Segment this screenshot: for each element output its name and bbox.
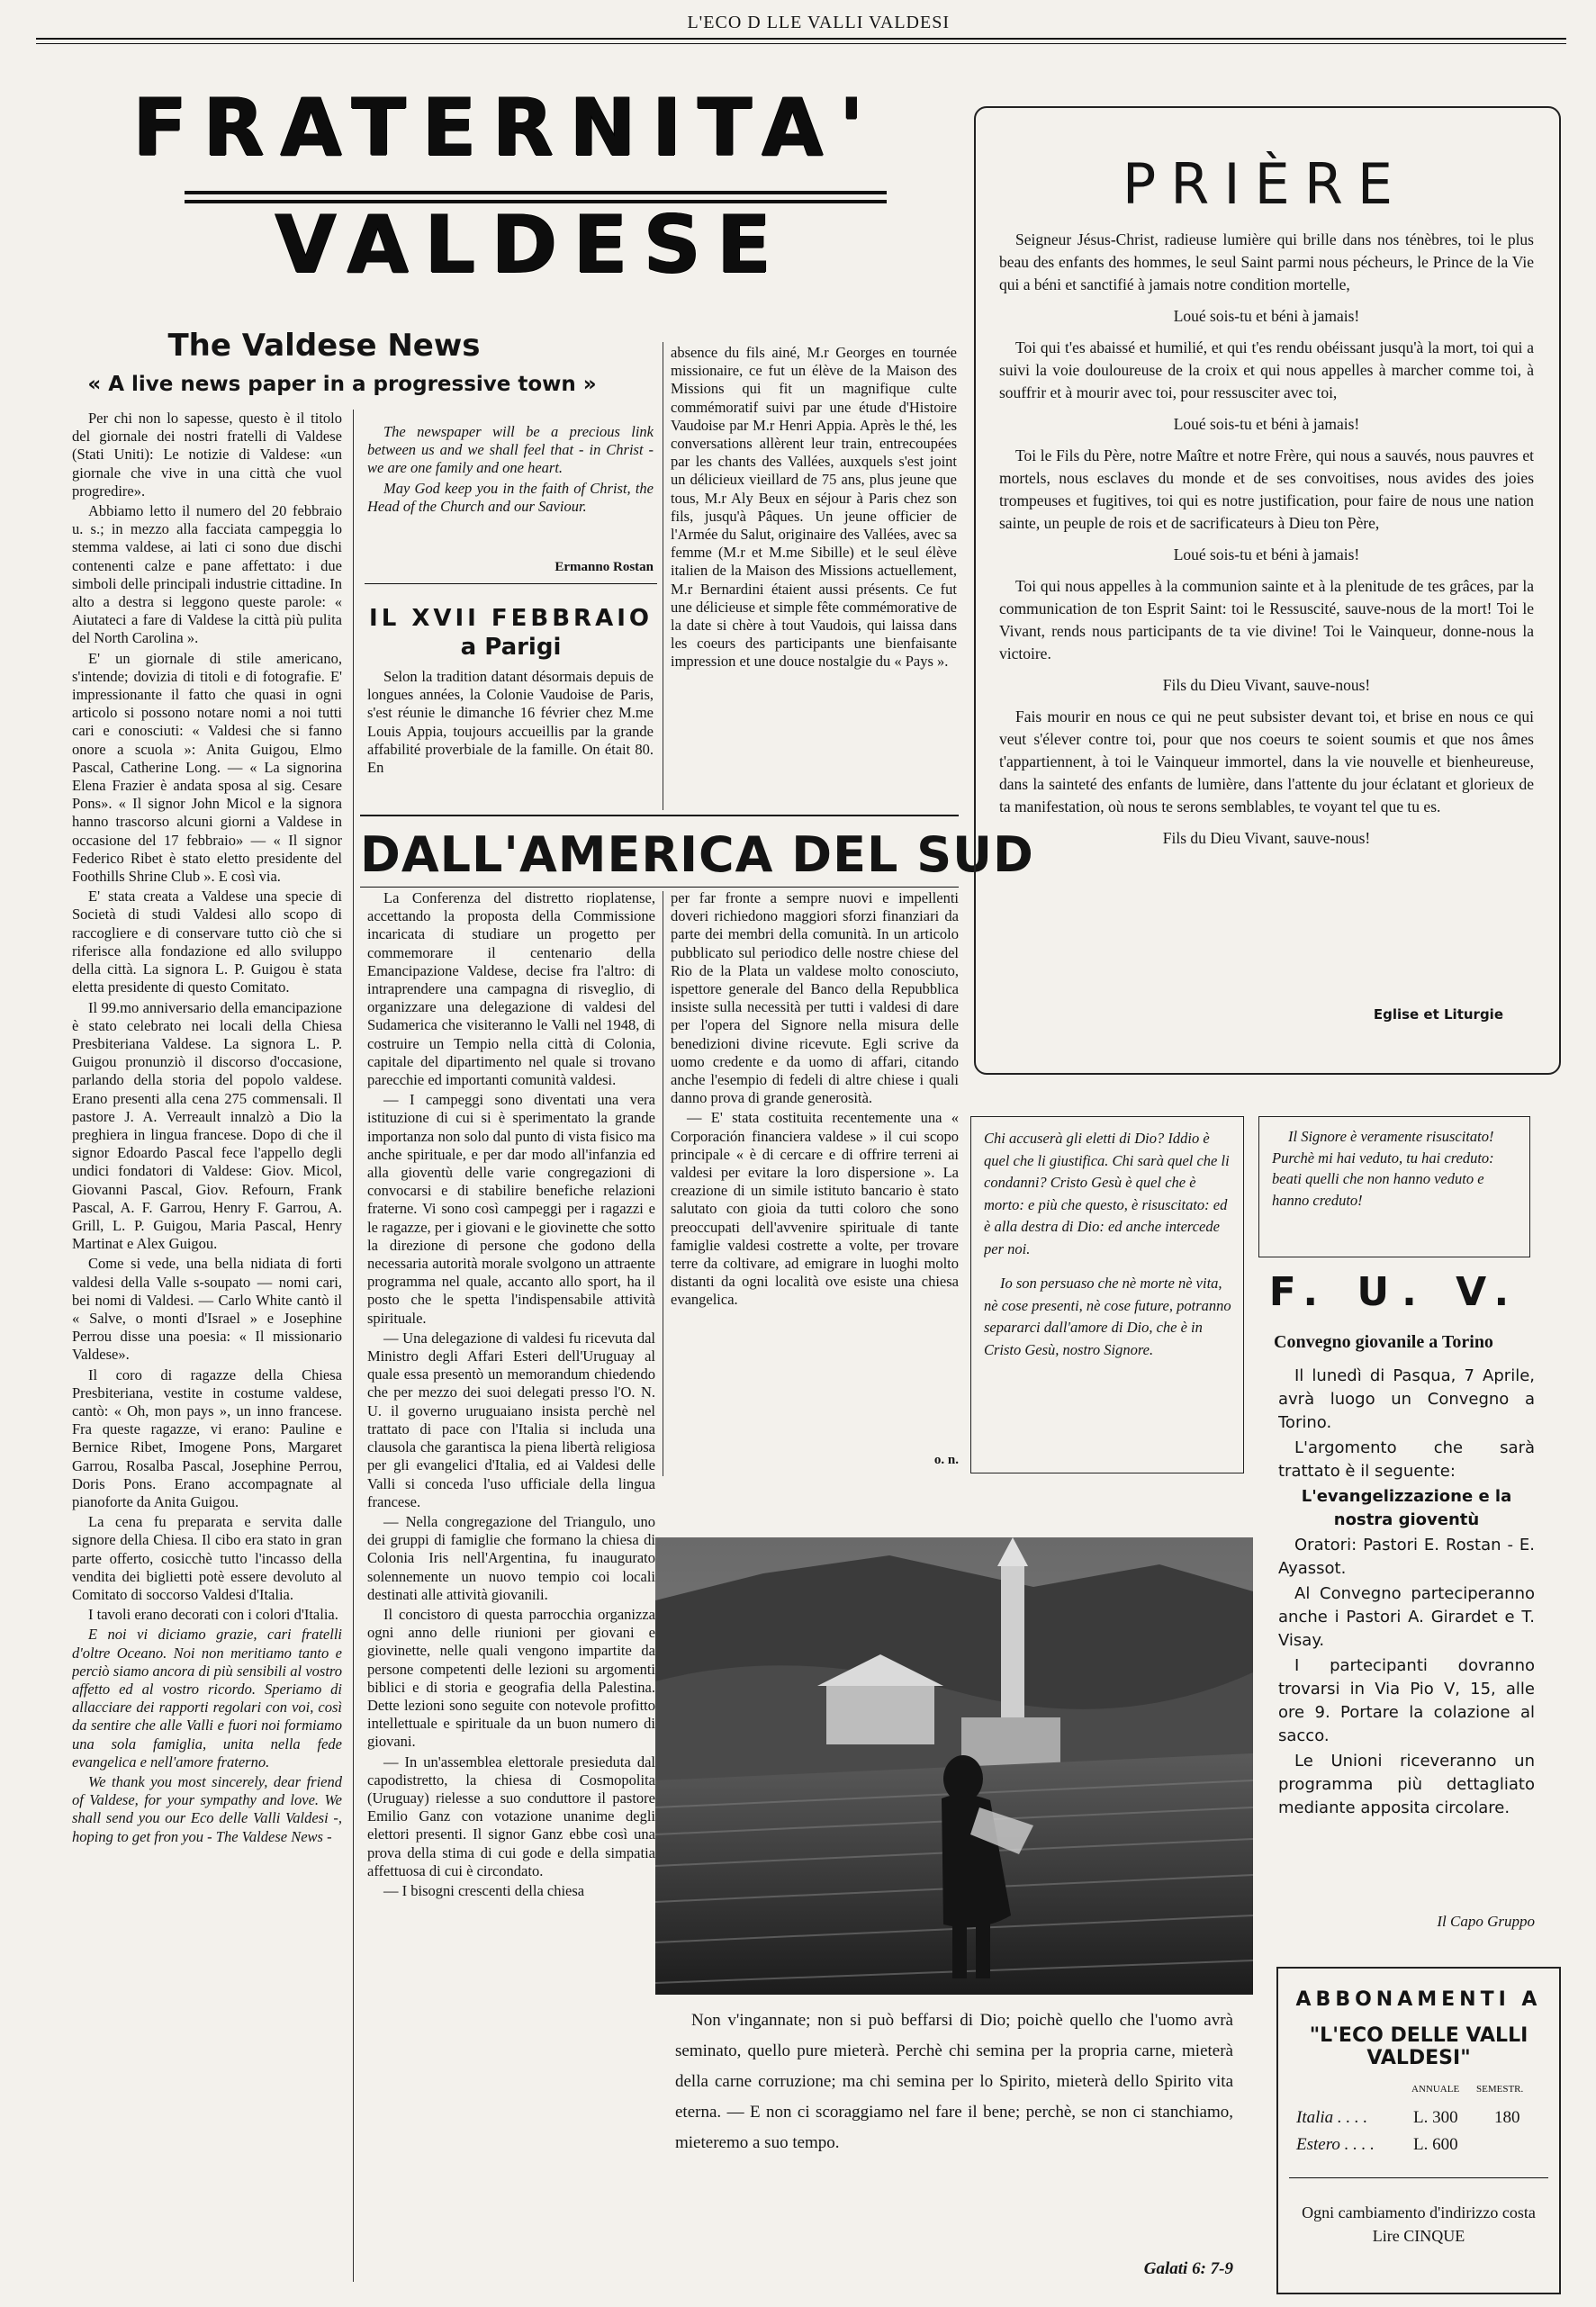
priere-text [999,229,1534,1021]
romans-paragraph: Io son persuaso che nè morte nè vita, nè cose presenti, nè cose future, potranno separarci dall'amore di Dio, che è in Cristo Gesù, nostro Signore. [984,1275,1231,1358]
abbonamenti-header-annuale: ANNUALE [1411,2084,1460,2095]
valdese-news-paragraph: E noi vi diciamo grazie, cari fratelli d'oltre Oceano. Noi non meritiamo tanto e perciò siamo ancora di più sensibili al vostro affetto ed al vostro ricordo. Speriamo di allacciare dei rapporti regolari con voi, così da sentire che alle Valli e fuori noi formiamo una sola famiglia, unita nella fede evangelica e nell'amore fraterno. [72,1626,342,1771]
valdese-news-paragraph: E' stata creata a Valdese una specie di Società di studi Valdesi allo scopo di raccogliere e di conservare tutto ciò che si riferisce alla fondazione ed allo sviluppo della città. La signora L. P. Guigou è stata eletta presidente di questo Comitato. [72,888,342,996]
america-paragraph: — I campeggi sono diventati una vera istituzione di cui si è sperimentato la grande importanza non solo dal punto di vista fisico ma anche spirituale, e per dar modo all'infanzia ed alla gioventù delle varie congregazioni di convocarsi e di stabilire benefiche relazioni fraterne. Vi sono così campeggi per i ragazzi e le ragazze, per i giovani e le giovinette che sotto la direzione di persone che godono della necessaria autorità morale svolgono un attraente programma nel quale, accanto allo sport, ha il posto che le spetta l'indispensabile attività spirituale. [367,1091,655,1327]
valdese-news-paragraph: Il 99.mo anniversario della emancipazione è stato celebrato nei locali della Chiesa Presbiteriana Valdese. La signora L. P. Guigou pronunziò il discorso d'occasione, parlando della storia del popolo valdese. Erano presenti alla cena 275 commensali. Il pastore J. A. Verreault innalzò a Dio la preghiera in lingua francese. Dopo di che il signor Edoardo Pascal fece l'appello degli undici fondatori di Valdese: Giov. Micol, Giovanni Pascal, Giov. Refourn, Frank Pascal, A. F. Garrou, Henry F. Garrou, A. Grill, L. P. Guigou, Maria Pascal, Henry Martinat e Alex Guigou. [72,998,342,1253]
parigi-title-line1: IL XVII FEBBRAIO [369,605,653,632]
fuv-paragraph: Oratori: Pastori E. Rostan - E. Ayassot. [1278,1536,1535,1578]
valdese-news-column [72,410,342,2291]
fuv-paragraph: L'argomento che sarà trattato è il seguente: [1278,1438,1535,1481]
parigi-text-right [671,344,957,807]
masthead-rule-1 [185,191,887,194]
galati-paragraph: Non v'ingannate; non si può beffarsi di Dio; poichè quello che l'uomo avrà seminato, quello pure mieterà. Perchè chi semina per la propria carne, mieterà della carne corruzione; ma chi semina per lo Spirito, mieterà dello Spirito vita eterna. — E non ci scoraggiamo nel fare il bene; perchè, se non ci stanchiamo, mieteremo a suo tempo. [675,2011,1233,2152]
parigi-title-line2: a Parigi [460,634,562,661]
abbonamenti-box [1276,1967,1561,2294]
fuv-topic: L'evangelizzazione e la nostra gioventù [1301,1487,1512,1529]
photo-farmer-field [655,1537,1253,1995]
abbonamenti-paper: "L'ECO DELLE VALLI VALDESI" [1309,2024,1528,2069]
abbonamenti-row1-label: Italia . . . . [1296,2108,1368,2127]
galati-ref: Galati 6: 7-9 [1143,2259,1233,2278]
america-paragraph: per far fronte a sempre nuovi e impellenti doveri richiedono maggiori sforzi finanziari da parte dei membri della comunità. In un articolo pubblicato sul periodico delle nostre chiese del Rio de la Plata un valdese molto conosciuto, ispettore generale del Banco della Repubblica insiste sulla necessità per tutti i valdesi di dare per l'opera del Signore nella misura delle benedizioni divine ricevute. Egli scrive da uomo credente e da uomo di affari, citando anche l'esempio di fedeli di altre chiese i quali danno prova di grande generosità. [671,889,959,1107]
priere-source: Eglise et Liturgie [1373,1006,1503,1023]
rule [360,887,959,888]
masthead-line1: FRATERNITA' [132,81,880,174]
america-paragraph: — Una delegazione di valdesi fu ricevuta dal Ministro degli Affari Esteri dell'Uruguay al quale essa presentò un memorandum chiedendo che per mezzo dei suoi delegati presso l'O. N. U. il governo uruguaiano insista perchè nel trattato di pace con l'Italia si includa una clausola che garantisca la piena libertà religiosa per gli evangelici d'Italia, ed ai Valdesi delle Valli si conceda l'uso ufficiale della lingua francese. [367,1329,655,1510]
top-rule-thin [36,43,1566,44]
america-column-2 [671,889,959,1465]
pietro-box [1258,1116,1530,1257]
pietro-text [1272,1126,1517,1248]
valdese-news-paragraph: La cena fu preparata e servita dalle signore della Chiesa. Il cibo era stato in gran parte offerto, cosicchè tutto l'incasso della vendita dei biglietti potè essere devoluto al Comitato di soccorso Valdesi d'Italia. [72,1513,342,1603]
abbonamenti-row2-label: Estero . . . . [1296,2135,1375,2154]
america-paragraph: — E' stata costituita recentemente una « Corporación financiera valdese » il cui scopo principale « è di cercare e di offrire terreni ai valdesi per evitare la loro dispersione ». La creazione di un simile istituto bancario è stato salutato con gioia da tutti coloro che sono preoccupati dell'avvenire spirituale di tante famiglie valdesi costrette a volte, per trovare terre da coltivare, ad emigrare in luoghi molto distanti da ogni località ove esiste una chiesa evangelica. [671,1109,959,1309]
valdese-news-subtitle: « A live news paper in a progressive town » [87,373,597,396]
america-column-1 [367,889,655,2293]
priere-refrain: Fils du Dieu Vivant, sauve-nous! [1162,829,1371,847]
valdese-news-paragraph: E' un giornale di stile americano, s'intende; dovizia di titoli e di fotografie. E' impressionante il fatto che quasi in ogni articolo si possono notare nomi a noi tutti cari e conosciuti: « Valdesi che si fanno onore a scuola »: Anita Guigou, Elmo Pascal, Catherine Long. — « La signorina Elena Frazier è andata sposa al sig. Cesare Pons». « Il signor John Micol e la signora hanno trascorso alcuni giorni a Valdese in occasione del 17 febbraio» — « Il signor Federico Ribet è stato eletto presidente del Foothills Shrine Club ». E così via. [72,649,342,886]
abbonamenti-note: Ogni cambiamento d'indirizzo costa Lire CINQUE [1302,2203,1536,2245]
priere-refrain: Fils du Dieu Vivant, sauve-nous! [1162,676,1371,694]
priere-paragraph: Toi le Fils du Père, notre Maître et notre Frère, qui nous a sauvés, nous pauvres et mortels, nous esclaves du monde et de ses convoitises, nous avides des joies trompeuses et fugitives, toi qui es notre justification, pour faire de nous une nation sainte, un peuple de rois et de sacrificateurs à Dieu ton Père, [999,446,1534,532]
fuv-paragraph: Le Unioni riceveranno un programma più dettagliato mediante apposita circolare. [1278,1752,1535,1817]
abbonamenti-row1-sem: 180 [1494,2108,1520,2127]
parigi-text-left [367,668,654,803]
priere-refrain: Loué sois-tu et béni à jamais! [1173,415,1360,433]
continuation-paragraph: The newspaper will be a precious link between us and we shall feel that - in Christ - we are one family and one heart. [367,423,654,477]
continuation-paragraph: May God keep you in the faith of Christ, the Head of the Church and our Saviour. [367,479,654,515]
fuv-subtitle: Convegno giovanile a Torino [1274,1332,1493,1352]
america-paragraph: La Conferenza del distretto rioplatense, accettando la proposta della Commissione incaricata di studiare un progetto per commemorare il centenario della Emancipazione Valdese, decise fra l'altro: di intraprendere una campagna di risveglio, di organizzare una delegazione di valdesi del Sudamerica che visiteranno le Valli nel 1948, di costruire un Tempio nella città di Colonia, capitale del dipartimento nel quale si trovano parecchie ed importanti comunità valdesi. [367,889,655,1089]
valdese-news-paragraph: Per chi non lo sapesse, questo è il titolo del giornale dei nostri fratelli di Valdese (Stati Uniti): Le notizie di Valdese: «un giornale che vive in una città che vuol progredire». [72,410,342,500]
abbonamenti-row2-annual: L. 600 [1413,2135,1458,2154]
valdese-news-continuation [367,423,654,558]
priere-refrain: Loué sois-tu et béni à jamais! [1173,545,1360,563]
masthead-line2: VALDESE [275,198,788,291]
valdese-news-paragraph: Il coro di ragazze della Chiesa Presbiteriana, vestite in costume valdese, cantò: « Oh, mon pays », un inno francese. Fra queste ragazze, vi erano: Pauline e Bernice Ribet, Imogene Pons, Margaret Garrou, Rosalba Pascal, Josephine Perrou, Doris Pons. Erano accompagnate al pianoforte da Anita Guigou. [72,1365,342,1510]
valdese-news-paragraph: I tavoli erano decorati con i colori d'Italia. [88,1606,338,1624]
romans-box [970,1116,1244,1473]
priere-refrain: Loué sois-tu et béni à jamais! [1173,307,1360,325]
fuv-body [1278,1365,1535,1914]
america-paragraph: — In un'assemblea elettorale presieduta dal capodistretto, la chiesa di Cosmopolita (Uruguay) rielesse a suo conduttore il pastore Emilio Ganz con votazione unanime degli elettori presenti. Il signor Ganz ebbe così una prova della stima di cui gode e della simpatia affettuosa di cui è circondato. [367,1753,655,1879]
america-signature: o. n. [933,1453,959,1467]
valdese-news-paragraph: We thank you most sincerely, dear friend of Valdese, for your sympathy and love. We shall send you our Eco delle Valli Valdesi -, hoping to get fron you - The Valdese News - [72,1773,342,1845]
abbonamenti-row1-annual: L. 300 [1413,2108,1458,2127]
running-head-title: L'ECO D LLE VALLI VALDESI [687,13,950,32]
romans-text [984,1128,1232,1465]
parigi-paragraph: Selon la tradition datant désormais depuis de longues années, la Colonie Vaudoise de Paris, s'est réunie le dimanche 16 février chez M.me Louis Appia, toujours accueillis par la grande affabilité proverbiale de la famille. On était 80. En [367,668,654,777]
rule [360,815,959,816]
priere-paragraph: Seigneur Jésus-Christ, radieuse lumière qui brille dans nos ténèbres, toi le plus beau des enfants des hommes, le seul Saint parmi nous pécheurs, le Prince de la Vie qui a béni et sanctifié à jamais notre condition mortelle, [999,230,1534,293]
valdese-news-paragraph: Abbiamo letto il numero del 20 febbraio u. s.; in mezzo alla facciata campeggia lo stemma valdese, ai lati ci sono due dischi contenenti calze e pane affettato: i due simboli delle principali industrie cittadine. In alto a destra si leggono queste parole: « Aiutateci a fare di Valdese la città più pulita del North Carolina ». [72,502,342,647]
priere-paragraph: Fais mourir en nous ce qui ne peut subsister devant toi, et brise en nous ce qui veut s'élever contre toi, pour que nos coeurs te soient soumis et que nos âmes t'appartiennent, à toi le Vainqueur immortel, dans la vie nouvelle et bienheureuse, dans la sainteté des enfants de lumière, dans l'attente du jour éclatant et glorieux de ta manifestation, où nous te serons semblables, te voyant tel que tu es. [999,707,1534,816]
america-paragraph: Il concistoro di questa parrocchia organizza ogni anno delle riunioni per giovani e giovinette, nelle quali vengono impartite da persone competenti delle lezioni su argomenti biblici e di storia e geografia della Palestina. Dette lezioni sono seguite con notevole profitto intellettuale e spirituale da un buon numero di giovani. [367,1605,655,1751]
fuv-paragraph: Il lunedì di Pasqua, 7 Aprile, avrà luogo un Convegno a Torino. [1278,1366,1535,1432]
column-divider [353,410,354,2282]
priere-title: PRIÈRE [1122,151,1408,217]
top-rule [36,38,1566,40]
photo-illustration [655,1537,1253,1995]
america-paragraph: — Nella congregazione del Triangulo, uno dei gruppi di famiglie che formano la chiesa di Colonia Iris nell'Argentina, fu inaugurato solennemente un nuovo tempio coi locali destinati alle attività giovanili. [367,1512,655,1603]
rule [1289,2177,1548,2178]
fuv-paragraph: Al Convegno parteciperanno anche i Pastori A. Girardet e T. Visay. [1278,1584,1535,1650]
america-title: DALL'AMERICA DEL SUD [360,826,1034,883]
rule [365,583,657,584]
priere-paragraph: Toi qui t'es abaissé et humilié, et qui t'es rendu obéissant jusqu'à la mort, toi qui a suivi la voie douloureuse de la croix et qui nous appelles à marcher comme toi, à souffrir et à mourir avec toi, pour ressusciter avec toi, [999,338,1534,401]
parigi-paragraph: absence du fils ainé, M.r Georges en tournée missionaire, ce fut un élève de la Maison des Missions qui fit un magnifique culte commémoratif suivi par une étude d'Histoire Vaudoise par M.r Henri Appia. Après le thé, les conversations allèrent leur train, entrecoupées par les chants des Vallées, auxquels s'est joint un délicieux vieillard de 75 ans, plus jeune que tous, M.r Aly Beux en séjour à Paris chez son fils, jusqu'à Pâques. Un jeune officier de l'Armée du Salut, originaire des Vallées, avec sa femme (M.r et M.me Sibille) et le seul élève italien de la Maison des Missions actuellement, M.r Bernardini étaient aussi présents. Ce fut une délicieuse et simple fête commémorative de la date si chère à tout Vaudois, qui laissa dans les coeurs des participants une bienfaisante impression et une douce nostalgie du « Pays ». [671,344,957,671]
fuv-title: F. U. V. [1268,1269,1522,1315]
priere-paragraph: Toi qui nous appelles à la communion sainte et à la plenitude de tes grâces, par la communication de ton Esprit Saint: toi le Ressuscité, sauve-nous de la mort! Toi le Vivant, rends nous participants de ta vie divine! Toi le Vainqueur, donne-nous la victoire. [999,577,1534,662]
pietro-paragraph: Il Signore è veramente risuscitato! Purchè mi hai veduto, tu hai creduto: beati quelli che non hanno veduto e hanno creduto! [1272,1128,1494,1209]
valdese-news-title: The Valdese News [167,328,481,364]
america-paragraph: — I bisogni crescenti della chiesa [383,1881,585,1899]
abbonamenti-header-semestr: SEMESTR. [1476,2084,1524,2095]
romans-paragraph: Chi accuserà gli eletti di Dio? Iddio è quel che li giustifica. Chi sarà quel che li condanni? Cristo Gesù è quel che è morto: e più che questo, è risuscitato: ed è alla destra di Dio: ed anche intercede per noi. [984,1130,1230,1257]
valdese-news-signature: Ermanno Rostan [555,560,654,574]
fuv-signature: Il Capo Gruppo [1437,1913,1535,1930]
valdese-news-paragraph: Come si vede, una bella nidiata di forti valdesi della Valle s-soupato — nomi cari, bei nomi di Valdesi. — Carlo White cantò il « Salve, o monti d'Israel » e Josephine Perrou disse una poesia: « Il missionario Valdese». [72,1255,342,1364]
fuv-paragraph: I partecipanti dovranno trovarsi in Via Pio V, 15, alle ore 9. Portare la colazione al sacco. [1278,1656,1535,1745]
abbonamenti-title: ABBONAMENTI A [1295,1988,1542,2011]
galati-text [675,2005,1233,2275]
